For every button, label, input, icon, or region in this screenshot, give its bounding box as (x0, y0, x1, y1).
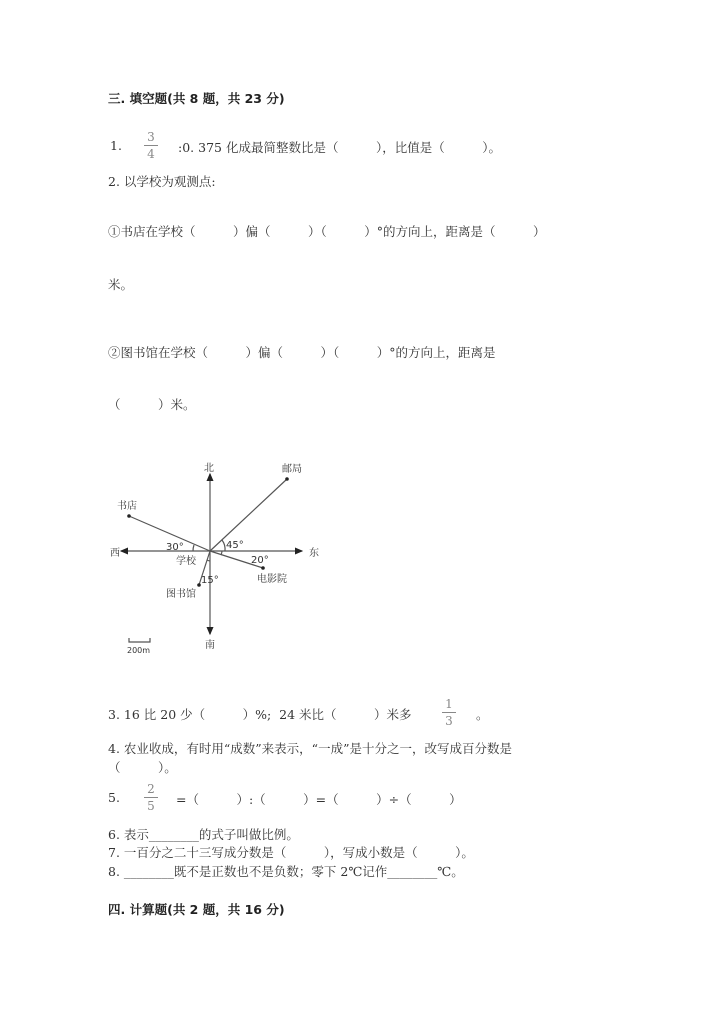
q8-text: 8. ________既不是正数也不是负数；零下 2℃记作________℃。 (108, 864, 464, 879)
q6-text: 6. 表示________的式子叫做比例。 (108, 827, 299, 842)
q1-text: :0. 375 化成最简整数比是（ ），比值是（ ）。 (178, 140, 501, 155)
section-4-heading: 四. 计算题(共 2 题，共 16 分) (108, 902, 285, 917)
q5-fraction (144, 782, 158, 813)
school-label: 学校 (176, 556, 196, 567)
q2-text: 2. 以学校为观测点: (108, 174, 216, 189)
denominator: 3 (445, 714, 453, 728)
east-label: 东 (309, 548, 319, 559)
q3-text: 3. 16 比 20 少（ ）%; 24 米比（ ）米多 (108, 707, 412, 722)
q5-number: 5. (108, 790, 120, 805)
library-label: 图书馆 (166, 589, 196, 600)
q4-line1: 4. 农业收成，有时用“成数”来表示，“一成”是十分之一，改写成百分数是 (108, 741, 512, 756)
section-3-heading: 三. 填空题(共 8 题，共 23 分) (108, 91, 285, 106)
q1-number: 1. (110, 138, 122, 153)
cinema-label: 电影院 (257, 574, 287, 585)
numerator: 2 (147, 782, 155, 796)
south-label: 南 (205, 640, 215, 651)
west-label: 西 (110, 548, 120, 559)
q2-part2-answer: （ ）米。 (108, 397, 196, 412)
scale-label: 200m (127, 646, 151, 655)
angle-45: 45° (226, 540, 244, 551)
angle-15: 15° (201, 575, 219, 586)
q4-line2: （ ）。 (108, 760, 177, 775)
q2-part2: ②图书馆在学校（ ）偏（ ）（ ）°的方向上，距离是 (108, 345, 496, 360)
bookstore-label: 书店 (117, 501, 137, 512)
numerator: 1 (445, 697, 453, 711)
angle-30: 30° (166, 542, 184, 553)
q2-part1-unit: 米。 (108, 277, 134, 292)
post-office-line (210, 479, 287, 551)
denominator: 5 (147, 799, 155, 813)
north-label: 北 (204, 463, 214, 474)
q5-text: =（ ）:（ ）=（ ）÷（ ） (176, 792, 462, 807)
q7-text: 7. 一百分之二十三写成分数是（ ），写成小数是（ ）。 (108, 845, 474, 860)
q3-fraction (442, 697, 456, 728)
denominator: 4 (147, 147, 155, 161)
numerator: 3 (147, 130, 155, 144)
post-office-label: 邮局 (282, 464, 302, 475)
q2-part1: ①书店在学校（ ）偏（ ）（ ）°的方向上，距离是（ ） (108, 224, 546, 239)
angle-20: 20° (251, 555, 269, 566)
q3-tail: 。 (476, 707, 489, 722)
